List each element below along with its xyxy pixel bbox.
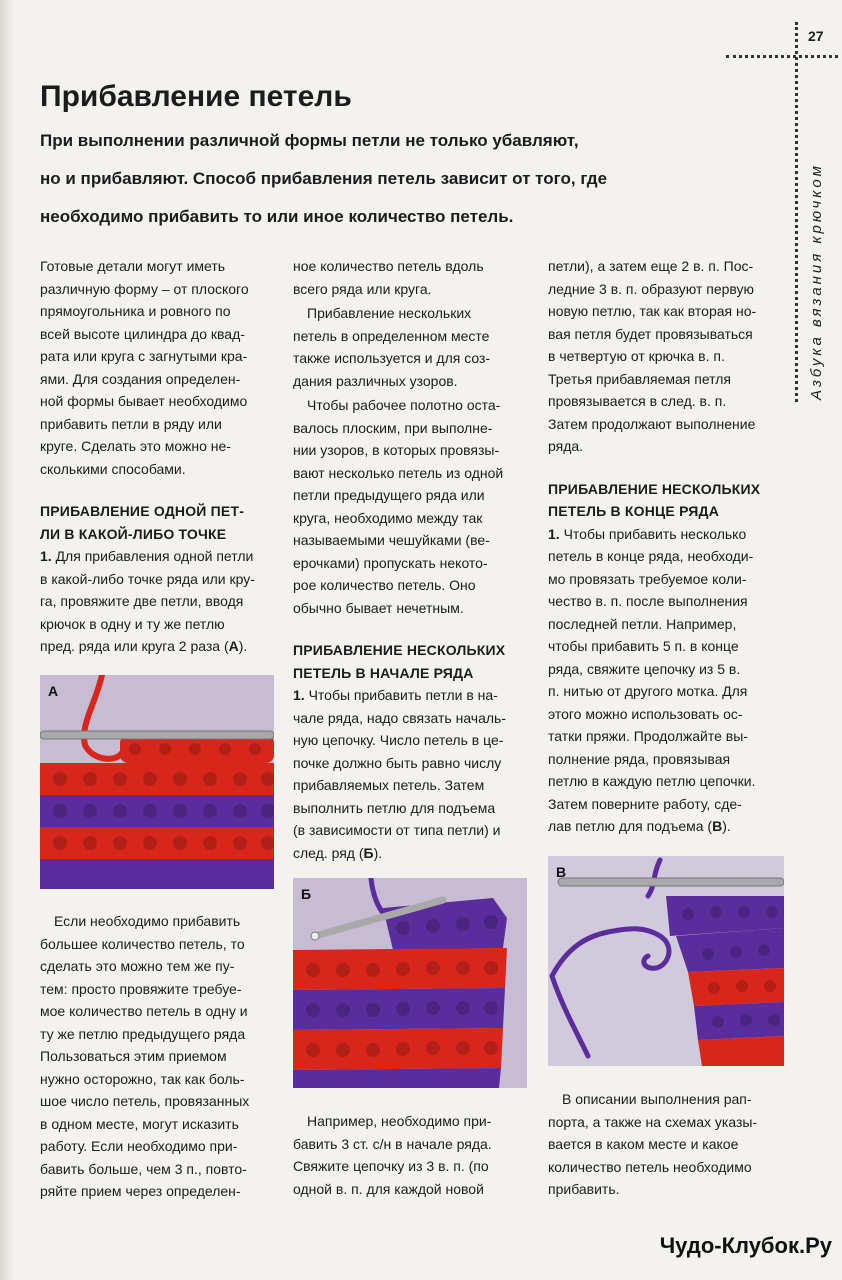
text-line: сколькими способами. [40, 460, 186, 477]
text-line: порта, а также на схемах указы- [548, 1113, 758, 1130]
section-heading-row-start [293, 639, 533, 684]
text-line: Чтобы рабочее полотно оста- [307, 397, 501, 413]
lead-line: но и прибавляют. Способ прибавления петель зависит от того, где [40, 169, 608, 188]
text-line: валось плоским, при выполне- [293, 419, 493, 436]
text-line: Готовые детали могут иметь [40, 258, 226, 274]
figure-reference: А [228, 638, 239, 654]
body-paragraph [40, 910, 280, 1203]
body-paragraph [293, 1110, 533, 1200]
text-line: Свяжите цепочку из 3 в. п. (по [293, 1158, 489, 1174]
text-line: большее количество петель, то [40, 935, 245, 952]
text-line: шое число петель, провязанных [40, 1093, 250, 1109]
dotted-rule-vertical [795, 22, 798, 402]
text-line: вают несколько петель из одной [293, 464, 504, 481]
text-line: ряйте прием через определен- [40, 1183, 241, 1199]
column-3-top [548, 255, 788, 838]
text-line: Например, необходимо при- [307, 1113, 492, 1129]
text-line: крючок в одну и ту же петлю [40, 615, 225, 632]
page-number: 27 [808, 28, 824, 44]
text-line: называемыми чешуйками (ве- [293, 532, 490, 548]
photo-a-label: А [48, 683, 59, 699]
text-line: татки пряжи. Продолжайте вы- [548, 728, 748, 744]
text-line: ). [238, 638, 248, 654]
body-paragraph [293, 255, 533, 300]
step-paragraph [293, 684, 533, 864]
dotted-rule-horizontal [726, 55, 838, 58]
column-1-bottom [40, 910, 280, 1203]
text-line: чество в. п. после выполнения [548, 593, 748, 609]
text-line: ту же петлю предыдущего ряда [40, 1025, 246, 1042]
text-line: след. ряд ( [293, 844, 364, 861]
text-line: прибавить. [548, 1181, 620, 1197]
body-paragraph [293, 394, 533, 619]
text-line: бавить 3 ст. с/н в начале ряда. [293, 1135, 492, 1152]
text-line: (в зависимости от типа петли) и [293, 822, 501, 838]
column-3-bottom [548, 1088, 788, 1201]
step-number: 1. [40, 548, 52, 564]
text-line: ряда, свяжите цепочку из 5 в. [548, 660, 741, 677]
column-2-bottom [293, 1110, 533, 1200]
photo-c-illustration [548, 856, 784, 1066]
text-line: почке должно быть равно числу [293, 754, 502, 771]
text-line: прибавить петли в ряду или [40, 415, 222, 432]
body-paragraph [293, 302, 533, 392]
text-line: провязывается в след. в. п. [548, 393, 727, 409]
text-line: ерочками) пропускать некото- [293, 554, 488, 571]
heading-line: ПРИБАВЛЕНИЕ НЕСКОЛЬКИХ [548, 480, 761, 497]
step-number: 1. [293, 687, 305, 703]
crochet-hook [558, 878, 784, 886]
lead-line: При выполнении различной формы петли не только убавляют, [40, 131, 579, 150]
photo-b [293, 878, 527, 1088]
text-line: петлю в каждую петлю цепочки. [548, 773, 756, 789]
body-paragraph [548, 255, 788, 458]
text-line: ное количество петель вдоль [293, 258, 484, 274]
figure-reference: В [712, 818, 723, 834]
text-line: вая петля будет провязываться [548, 325, 753, 342]
crochet-hook [40, 731, 274, 739]
heading-line: ЛИ В КАКОЙ-ЛИБО ТОЧКЕ [40, 525, 227, 542]
text-line: Третья прибавляемая петля [548, 370, 732, 387]
column-2-top [293, 255, 533, 864]
text-line: этого можно использовать ос- [548, 705, 743, 722]
page-title: Прибавление петель [40, 80, 352, 113]
lead-line: необходимо прибавить то или иное количество петель. [40, 207, 514, 226]
text-line: ями. Для создания определен- [40, 370, 241, 387]
text-line: чтобы прибавить 5 п. в конце [548, 638, 739, 654]
text-line: нии узоров, в которых провязы- [293, 442, 500, 458]
photo-a-illustration [40, 675, 274, 889]
text-line: нужно осторожно, так как боль- [40, 1070, 245, 1087]
text-line: Чтобы прибавить несколько [559, 525, 747, 542]
text-line: пред. ряда или круга 2 раза ( [40, 638, 229, 654]
text-line: рое количество петель. Оно [293, 577, 476, 593]
section-heading-one-stitch [40, 500, 280, 545]
photo-c-label: В [556, 864, 567, 880]
text-line: дания различных узоров. [293, 372, 458, 389]
text-line: п. нитью от другого мотка. Для [548, 683, 748, 699]
heading-line: ПРИБАВЛЕНИЕ НЕСКОЛЬКИХ [293, 642, 506, 658]
text-line: Затем поверните работу, сде- [548, 795, 742, 812]
text-line: ряда. [548, 438, 584, 454]
text-line: ). [722, 818, 731, 834]
text-line: петли предыдущего ряда или [293, 487, 485, 503]
column-1-top [40, 255, 280, 658]
text-line: тем: просто провяжите требуе- [40, 980, 242, 997]
text-line: выполнить петлю для подъема [293, 799, 496, 816]
text-line: петель в конце ряда, необходи- [548, 548, 754, 564]
text-line: Затем продолжают выполнение [548, 415, 756, 432]
photo-a [40, 675, 274, 889]
text-line: петли), а затем еще 2 в. п. Пос- [548, 258, 754, 274]
text-line: последней петли. Например, [548, 615, 737, 632]
text-line: полнение ряда, провязывая [548, 750, 731, 767]
text-line: ). [373, 844, 383, 861]
step-paragraph [40, 545, 280, 658]
figure-reference: Б [363, 844, 374, 861]
text-line: всего ряда или круга. [293, 280, 432, 297]
text-line: обычно бывает нечетным. [293, 599, 464, 616]
text-line: вается в каком месте и какое [548, 1136, 739, 1152]
page-binding-shadow [0, 0, 14, 1280]
text-line: различную форму – от плоского [40, 280, 249, 297]
text-line: прибавляемых петель. Затем [293, 777, 485, 793]
text-line: работу. Если необходимо при- [40, 1138, 238, 1154]
text-line: мое количество петель в одну и [40, 1003, 248, 1019]
text-line: Прибавление нескольких [307, 305, 472, 321]
text-line: ледние 3 в. п. образуют первую [548, 280, 755, 297]
text-line: новую петлю, так как вторая но- [548, 303, 757, 319]
text-line: В описании выполнения рап- [562, 1091, 752, 1107]
text-line: в четвертую от крючка в. п. [548, 348, 725, 364]
text-line: ной формы бывает необходимо [40, 393, 248, 409]
text-line: в одном месте, могут исказить [40, 1115, 239, 1132]
text-line: круга, необходимо между так [293, 509, 483, 526]
step-paragraph [548, 523, 788, 838]
heading-line: ПРИБАВЛЕНИЕ ОДНОЙ ПЕТ- [40, 503, 245, 519]
text-line: в какой-либо точке ряда или кру- [40, 570, 255, 587]
text-line: Для прибавления одной петли [51, 548, 254, 564]
text-line: прямоугольника и ровного по [40, 303, 231, 319]
text-line: лав петлю для подъема ( [548, 818, 713, 834]
photo-b-label: Б [301, 886, 312, 902]
body-paragraph [548, 1088, 788, 1201]
step-number: 1. [548, 525, 560, 542]
text-line: также используется и для соз- [293, 350, 491, 366]
text-line: сделать это можно тем же пу- [40, 958, 235, 974]
text-line: рата или круга с загнутыми кра- [40, 348, 248, 364]
text-line: одной в. п. для каждой новой [293, 1180, 484, 1197]
text-line: бавить больше, чем 3 п., повто- [40, 1160, 247, 1177]
text-line: круге. Сделать это можно не- [40, 438, 231, 454]
text-line: чале ряда, надо связать началь- [293, 709, 507, 726]
site-watermark: Чудо-Клубок.Ру [659, 1233, 832, 1258]
text-line: Чтобы прибавить петли в на- [304, 687, 498, 703]
intro-paragraph [40, 255, 280, 480]
heading-line: ПЕТЕЛЬ В НАЧАЛЕ РЯДА [293, 664, 474, 681]
text-line: Если необходимо прибавить [54, 913, 241, 929]
text-line: Пользоваться этим приемом [40, 1048, 227, 1064]
lead-paragraph [40, 122, 640, 236]
text-line: всей высоте цилиндра до квад- [40, 325, 245, 342]
text-line: га, провяжите две петли, вводя [40, 593, 244, 609]
section-heading-row-end [548, 478, 788, 523]
text-line: количество петель необходимо [548, 1158, 752, 1175]
photo-b-illustration [293, 878, 527, 1088]
text-line: петель в определенном месте [293, 327, 490, 344]
text-line: мо провязать требуемое коли- [548, 570, 747, 587]
running-head: Азбука вязания крючком [808, 163, 825, 400]
photo-c [548, 856, 784, 1066]
heading-line: ПЕТЕЛЬ В КОНЦЕ РЯДА [548, 503, 720, 519]
text-line: ную цепочку. Число петель в це- [293, 732, 504, 748]
